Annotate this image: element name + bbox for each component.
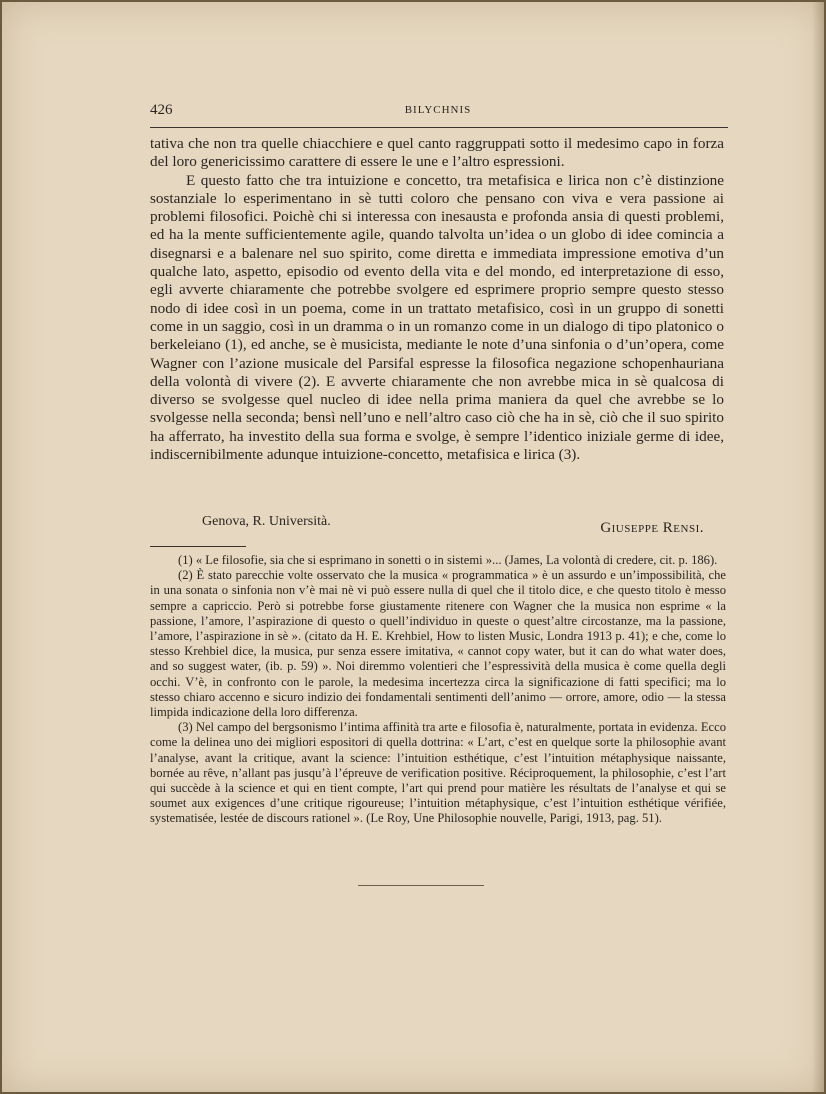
running-title: BILYCHNIS <box>404 104 472 116</box>
footnotes <box>150 553 726 827</box>
signoff-author: Giuseppe Rensi. <box>600 520 704 536</box>
page-edge-shadow <box>812 2 824 1092</box>
body-paragraph: tativa che non tra quelle chiacchiere e quel canto raggruppati sotto il medesimo capo in forza del loro genericissimo carattere di essere le une e l’altro espressioni. <box>150 135 724 171</box>
signoff-place: Genova, R. Università. <box>202 514 331 529</box>
footnote: (3) Nel campo del bergsonismo l’intima affinità tra arte e filosofia è, naturalmente, portata in evidenza. Ecco come la delinea uno dei migliori espositori di quella dottrina: « L’art, c’est en quelque sorte la philosophie avant l’analyse, avant la critique, avant la science: l’intuition esthétique, c’est l’intuition métaphysique naissante, bornée au rêve, n’allant pas jusqu’à l’épreuve de verification positive. Réciproquement, la philosophie, c’est l’art qui succède à la science et qui en tient compte, l’art qui prend pour matière les résultats de l’analyse et qui se soumet aux exigences d’une critique rigoureuse; l’intuition métaphysique, c’est l’intuition esthétique vérifiée, systematisée, lestée de discours rationel ». (Le Roy, Une Philosophie nouvelle, Parigi, 1913, pag. 51). <box>150 720 726 826</box>
end-rule <box>358 885 484 886</box>
body-text <box>150 135 724 464</box>
footnote-rule <box>150 546 246 547</box>
body-paragraph: E questo fatto che tra intuizione e concetto, tra metafisica e lirica non c’è distinzione sostanziale lo esperimentano in sè tutti coloro che pensano con viva e vera passione ai problemi filosofici. Poichè chi si interessa con inesausta e profonda ansia di questi problemi, ed ha la mente sufficientemente agile, quando talvolta un’idea o un globo di idee comincia a disegnarsi e a balenare nel suo spirito, come diretta e immediata impressione emotiva d’un qualche lato, aspetto, episodio od evento della vita e del mondo, ed interpretazione di esso, egli avverte chiaramente che potrebbe svolgere ed esprimere proprio sempre questo stesso nodo di idee così in un poema, come in un trattato metafisico, così in un gruppo di sonetti come in un saggio, così in un dramma o in un romanzo come in un dialogo di tipo platonico o berkeleiano (1), ed anche, se è musicista, mediante le note d’una sinfonia o d’un’opera, come Wagner con l’azione musicale del Parsifal espresse la filosofica negazione schopenhauriana della volontà di vivere (2). E avverte chiaramente che non avrebbe mica in sè qualcosa di diverso se svolgesse quel nucleo di idee nella prima maniera da quel che avrebbe se lo svolgesse nella seconda; bensì nell’uno e nell’altro caso ciò che ha in sè, ciò che il suo spirito ha afferrato, ha investito della sua forma e svolge, è sempre l’identico iniziale germe di idee, indiscernibilmente adunque intuizione-concetto, metafisica e lirica (3). <box>150 171 724 464</box>
signoff <box>150 514 726 538</box>
book-page <box>2 2 824 1092</box>
page-number: 426 <box>150 102 173 118</box>
page-header <box>150 102 726 124</box>
footnote: (1) « Le filosofie, sia che si esprimano in sonetti o in sistemi »... (James, La volontà di credere, cit. p. 186). <box>178 553 718 567</box>
footnote: (2) È stato parecchie volte osservato che la musica « programmatica » è un assurdo e un’impossibilità, che in una sonata o sinfonia non v’è mai nè vi può essere nulla di quel che il titolo dice, e che questo titolo è messo sempre a capriccio. Però si potrebbe forse giustamente ritenere con Wagner che la musica non esprime « la passione, l’amore, l’aspirazione di questo o quell’individuo in queste o quest’altre circostanze, ma la passione, l’amore, l’aspirazione in sè ». (citato da H. E. Krehbiel, How to listen Music, Londra 1913 p. 41); e che, come lo stesso Krehbiel dice, la musica, pur senza essere imitativa, « cannot copy water, but it can do what water does, and so suggest water, (ib. p. 59) ». Noi diremmo volentieri che l’espressività della musica è come quella degli occhi. V’è, in confronto con le parole, la medesima incertezza circa la significazione di fatti specifici; ma lo stesso chiaro accenno e sicuro indizio dei fondamentali sentimenti dell’animo — orrore, amore, odio — la stessa limpida indicazione della loro differenza. <box>150 568 726 720</box>
header-rule <box>150 127 728 128</box>
